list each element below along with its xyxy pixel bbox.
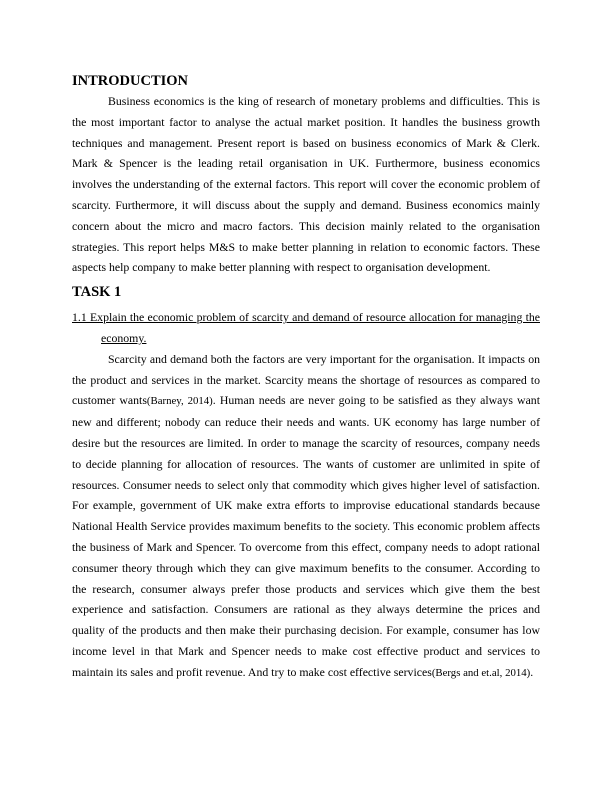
task1-paragraph-end: . xyxy=(530,664,534,679)
introduction-paragraph: Business economics is the king of research of monetary problems and difficulties. This is the most important factor to analyse the actual market position. It handles the business growth techniques and management. Present report is based on business economics of Mark & Clerk. Mark & Spencer is the leading retail organisation in UK. Furthermore, business economics involves the understanding of the external factors. This report will cover the economic problem of scarcity. Furthermore, it will discuss about the supply and demand. Business economics mainly concern about the micro and macro factors. This decision mainly related to the organisation strategies. This report helps M&S to make better planning in relation to economic factors. These aspects help company to make better planning with respect to organisation development. xyxy=(72,94,540,275)
task1-paragraph xyxy=(72,349,540,684)
page-content xyxy=(72,72,540,684)
task1-paragraph-part1: Scarcity and demand both the factors are very important for the organisation. It impacts on the product and services in the market. Scarcity means the shortage of resources as compared to customer wants xyxy=(72,351,540,408)
citation-bergs: (Bergs and et.al, 2014) xyxy=(431,666,531,679)
citation-barney: (Barney, 2014) xyxy=(146,395,213,408)
task1-heading: TASK 1 xyxy=(72,284,122,301)
introduction-heading: INTRODUCTION xyxy=(72,73,189,89)
task1-paragraph-part2: . Human needs are never going to be satisfied as they always want new and different; nobody can reduce their needs and wants. UK economy has large number of desire but the resources are limited. In order to manage the scarcity of resources, company needs to decide planning for allocation of resources. The wants of customer are unlimited in spite of resources. Consumer needs to select only that commodity which gives higher level of satisfaction. For example, government of UK make extra efforts to improvise educational standards because National Health Service provides maximum benefits to the society. This economic problem affects the business of Mark and Spencer. To overcome from this effect, company needs to adopt rational consumer theory through which they can give maximum benefits to the consumer. According to the research, consumer always prefer those products and services which give them the best experience and satisfaction. Consumers are rational as they always determine the prices and quality of the products and then make their purchasing decision. For example, consumer has low income level in that Mark and Spencer needs to make cost effective product and services to maintain its sales and profit revenue. And try to make cost effective services xyxy=(72,393,540,679)
task1-subheading: 1.1 Explain the economic problem of scarcity and demand of resource allocation for managing the economy. xyxy=(72,310,540,345)
